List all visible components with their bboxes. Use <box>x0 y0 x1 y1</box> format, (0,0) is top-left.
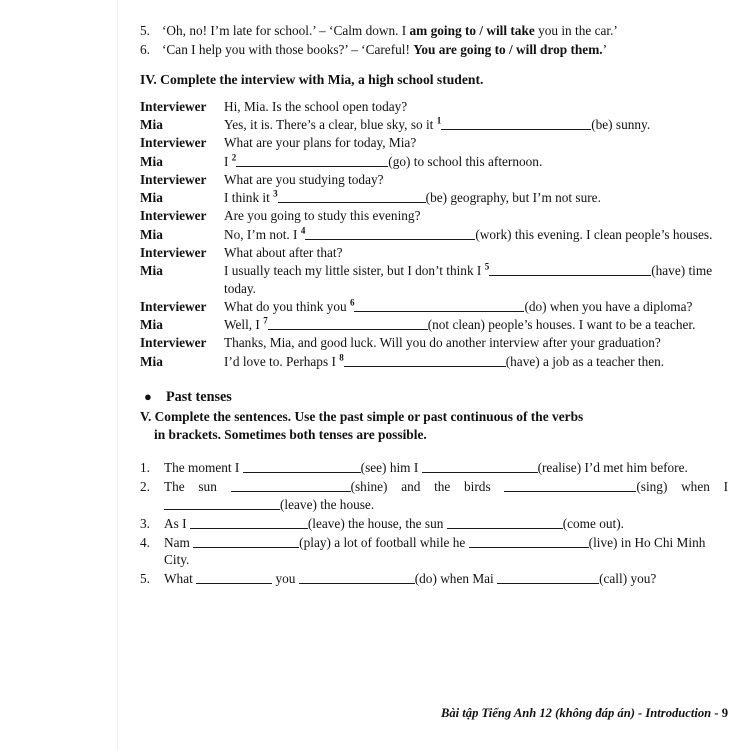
answer-blank[interactable] <box>231 479 351 492</box>
page-number: 9 <box>721 706 728 720</box>
dialogue-line <box>224 207 728 225</box>
text-segment: Nam <box>164 534 194 550</box>
answer-blank[interactable] <box>305 227 475 240</box>
text-segment: (see) him I <box>360 460 422 476</box>
line-post: (be) geography, but I’m not sure. <box>425 190 601 206</box>
text-segment: (live) in Ho Chi Minh City. <box>164 534 706 568</box>
answer-blank[interactable] <box>196 571 272 584</box>
dialogue-speaker: Interviewer <box>140 208 207 224</box>
dialogue-row <box>140 171 728 189</box>
exercise-number: 1. <box>140 460 150 476</box>
dialogue-speaker: Interviewer <box>140 98 207 114</box>
line-pre: I usually teach my little sister, but I don’t think I <box>224 263 485 279</box>
dialogue-row <box>140 244 728 262</box>
scan-edge <box>117 0 118 750</box>
blank-superscript-number: 4 <box>300 225 306 236</box>
dialogue-row <box>140 298 728 316</box>
answer-blank[interactable] <box>243 460 361 473</box>
answer-blank[interactable] <box>299 571 415 584</box>
exercise-number: 2. <box>140 479 150 495</box>
line-post: (not clean) people’s houses. I want to be a teacher. <box>427 317 696 333</box>
line-pre: No, I’m not. I <box>224 226 301 242</box>
topic-bullet-row <box>140 389 728 406</box>
footer-title: Bài tập Tiếng Anh 12 (không đáp án) - Introduction - <box>440 706 719 720</box>
line-pre: What are your plans for today, Mia? <box>224 135 417 151</box>
section-v-heading-line2: in brackets. Sometimes both tenses are possible. <box>154 426 427 442</box>
topic-label: Past tenses <box>166 388 232 405</box>
dialogue-line <box>224 316 728 334</box>
dialogue-line <box>224 226 728 244</box>
exercise-text <box>164 459 728 477</box>
text-plain-before: ‘Can I help you with those books?’ – ‘Careful! <box>162 41 414 57</box>
dialogue-row <box>140 334 728 352</box>
answer-blank[interactable] <box>447 516 563 529</box>
exercise-number: 4. <box>140 534 150 550</box>
dialogue-speaker: Mia <box>140 263 163 279</box>
line-post: (go) to school this afternoon. <box>388 153 543 169</box>
dialogue-line <box>224 98 728 116</box>
list-item <box>140 41 728 59</box>
dialogue-line <box>224 244 728 262</box>
text-segment: The moment I <box>164 460 243 476</box>
line-pre: Well, I <box>224 317 264 333</box>
exercise-item <box>140 478 728 514</box>
exercise-number: 5. <box>140 571 150 587</box>
dialogue-row <box>140 226 728 244</box>
previous-exercise-list <box>140 22 728 58</box>
line-pre: I <box>224 153 232 169</box>
list-item <box>140 22 728 40</box>
answer-blank[interactable] <box>164 497 280 510</box>
dialogue-line <box>224 262 728 298</box>
dialogue-speaker: Interviewer <box>140 298 207 314</box>
line-pre: Hi, Mia. Is the school open today? <box>224 98 408 114</box>
dialogue-speaker: Interviewer <box>140 245 207 261</box>
dialogue-row <box>140 262 728 298</box>
answer-blank[interactable] <box>236 153 388 166</box>
line-pre: What about after that? <box>224 245 343 261</box>
text-plain-after: ’ <box>602 41 608 57</box>
section-v-heading-line1: V. Complete the sentences. Use the past simple or past continuous of the verbs <box>140 408 584 424</box>
dialogue-speaker: Mia <box>140 190 163 206</box>
answer-blank[interactable] <box>190 516 308 529</box>
text-plain-before: ‘Oh, no! I’m late for school.’ – ‘Calm down. I <box>162 23 410 38</box>
answer-blank[interactable] <box>504 479 636 492</box>
list-item-text <box>162 22 728 40</box>
line-pre: Yes, it is. There’s a clear, blue sky, so it <box>224 117 437 133</box>
bullet-icon: ● <box>144 388 152 404</box>
interview-dialogue <box>140 98 728 371</box>
list-item-number: 6. <box>140 41 150 57</box>
dialogue-speaker: Mia <box>140 317 163 333</box>
dialogue-row <box>140 134 728 152</box>
dialogue-line <box>224 298 728 316</box>
section-v-heading <box>140 408 728 443</box>
text-bold: am going to / will take <box>409 23 535 38</box>
dialogue-row <box>140 153 728 171</box>
line-pre: I think it <box>224 190 274 206</box>
dialogue-row <box>140 98 728 116</box>
section-iv-heading: IV. Complete the interview with Mia, a high school student. <box>140 72 484 88</box>
text-segment: (leave) the house. <box>280 496 375 512</box>
dialogue-speaker: Interviewer <box>140 135 207 151</box>
line-pre: Are you going to study this evening? <box>224 208 421 224</box>
answer-blank[interactable] <box>489 263 651 276</box>
answer-blank[interactable] <box>344 353 506 366</box>
answer-blank[interactable] <box>441 117 591 130</box>
blank-superscript-number: 3 <box>273 188 278 199</box>
exercise-text <box>164 570 728 588</box>
dialogue-line <box>224 353 728 371</box>
blank-superscript-number: 2 <box>231 152 237 163</box>
dialogue-speaker: Mia <box>140 117 163 133</box>
text-segment: (call) you? <box>599 571 657 587</box>
text-segment: (play) a lot of football while he <box>299 534 469 550</box>
answer-blank[interactable] <box>469 534 589 547</box>
answer-blank[interactable] <box>278 190 426 203</box>
dialogue-line <box>224 189 728 207</box>
blank-superscript-number: 7 <box>263 315 268 326</box>
dialogue-row <box>140 189 728 207</box>
text-segment: The sun <box>164 479 231 495</box>
text-segment: (sing) when I <box>636 479 729 495</box>
text-segment: (shine) and the birds <box>350 479 505 495</box>
answer-blank[interactable] <box>497 571 599 584</box>
dialogue-body <box>140 98 728 371</box>
list-item-number: 5. <box>140 23 150 38</box>
dialogue-line <box>224 134 728 152</box>
line-pre: Thanks, Mia, and good luck. Will you do another interview after your graduation? <box>224 335 661 351</box>
line-pre: I’d love to. Perhaps I <box>224 353 340 369</box>
dialogue-speaker: Interviewer <box>140 171 207 187</box>
text-segment: (leave) the house, the sun <box>307 515 447 531</box>
dialogue-line <box>224 116 728 134</box>
answer-blank[interactable] <box>193 534 299 547</box>
answer-blank[interactable] <box>268 317 428 330</box>
line-post: (have) time today. <box>224 263 713 296</box>
exercise-text <box>164 534 728 570</box>
dialogue-row <box>140 116 728 134</box>
list-item-text <box>162 41 728 59</box>
exercise-item <box>140 570 728 588</box>
blank-superscript-number: 8 <box>339 352 344 363</box>
dialogue-line <box>224 153 728 171</box>
answer-blank[interactable] <box>422 460 538 473</box>
exercise-item <box>140 534 728 570</box>
dialogue-speaker: Mia <box>140 226 163 242</box>
answer-blank[interactable] <box>354 299 524 312</box>
section-v-exercise-list <box>140 459 728 588</box>
line-pre: What do you think you <box>224 298 350 314</box>
text-segment: (come out). <box>562 515 624 531</box>
text-segment: (do) when Mai <box>414 571 498 587</box>
dialogue-row <box>140 207 728 225</box>
blank-superscript-number: 1 <box>436 115 442 126</box>
line-post: (work) this evening. I clean people’s houses. <box>475 226 713 242</box>
blank-superscript-number: 6 <box>349 297 355 308</box>
dialogue-speaker: Mia <box>140 153 163 169</box>
dialogue-speaker: Interviewer <box>140 335 207 351</box>
dialogue-row <box>140 316 728 334</box>
line-post: (have) a job as a teacher then. <box>505 353 665 369</box>
text-bold: You are going to / will drop them. <box>413 41 603 57</box>
dialogue-line <box>224 334 728 352</box>
blank-superscript-number: 5 <box>484 261 490 272</box>
line-post: (do) when you have a diploma? <box>524 298 693 314</box>
exercise-number: 3. <box>140 515 150 531</box>
dialogue-row <box>140 353 728 371</box>
text-segment: you <box>272 571 299 587</box>
line-post: (be) sunny. <box>591 117 651 133</box>
text-segment: (realise) I’d met him before. <box>537 460 688 476</box>
exercise-text <box>164 478 728 514</box>
line-pre: What are you studying today? <box>224 171 384 187</box>
page-footer <box>0 706 728 721</box>
text-segment: What <box>164 571 197 587</box>
text-plain-after: you in the car.’ <box>534 23 618 38</box>
exercise-text <box>164 515 728 533</box>
page-content <box>140 22 728 589</box>
dialogue-speaker: Mia <box>140 353 163 369</box>
text-segment: As I <box>164 515 190 531</box>
exercise-item <box>140 515 728 533</box>
dialogue-line <box>224 171 728 189</box>
exercise-item <box>140 459 728 477</box>
